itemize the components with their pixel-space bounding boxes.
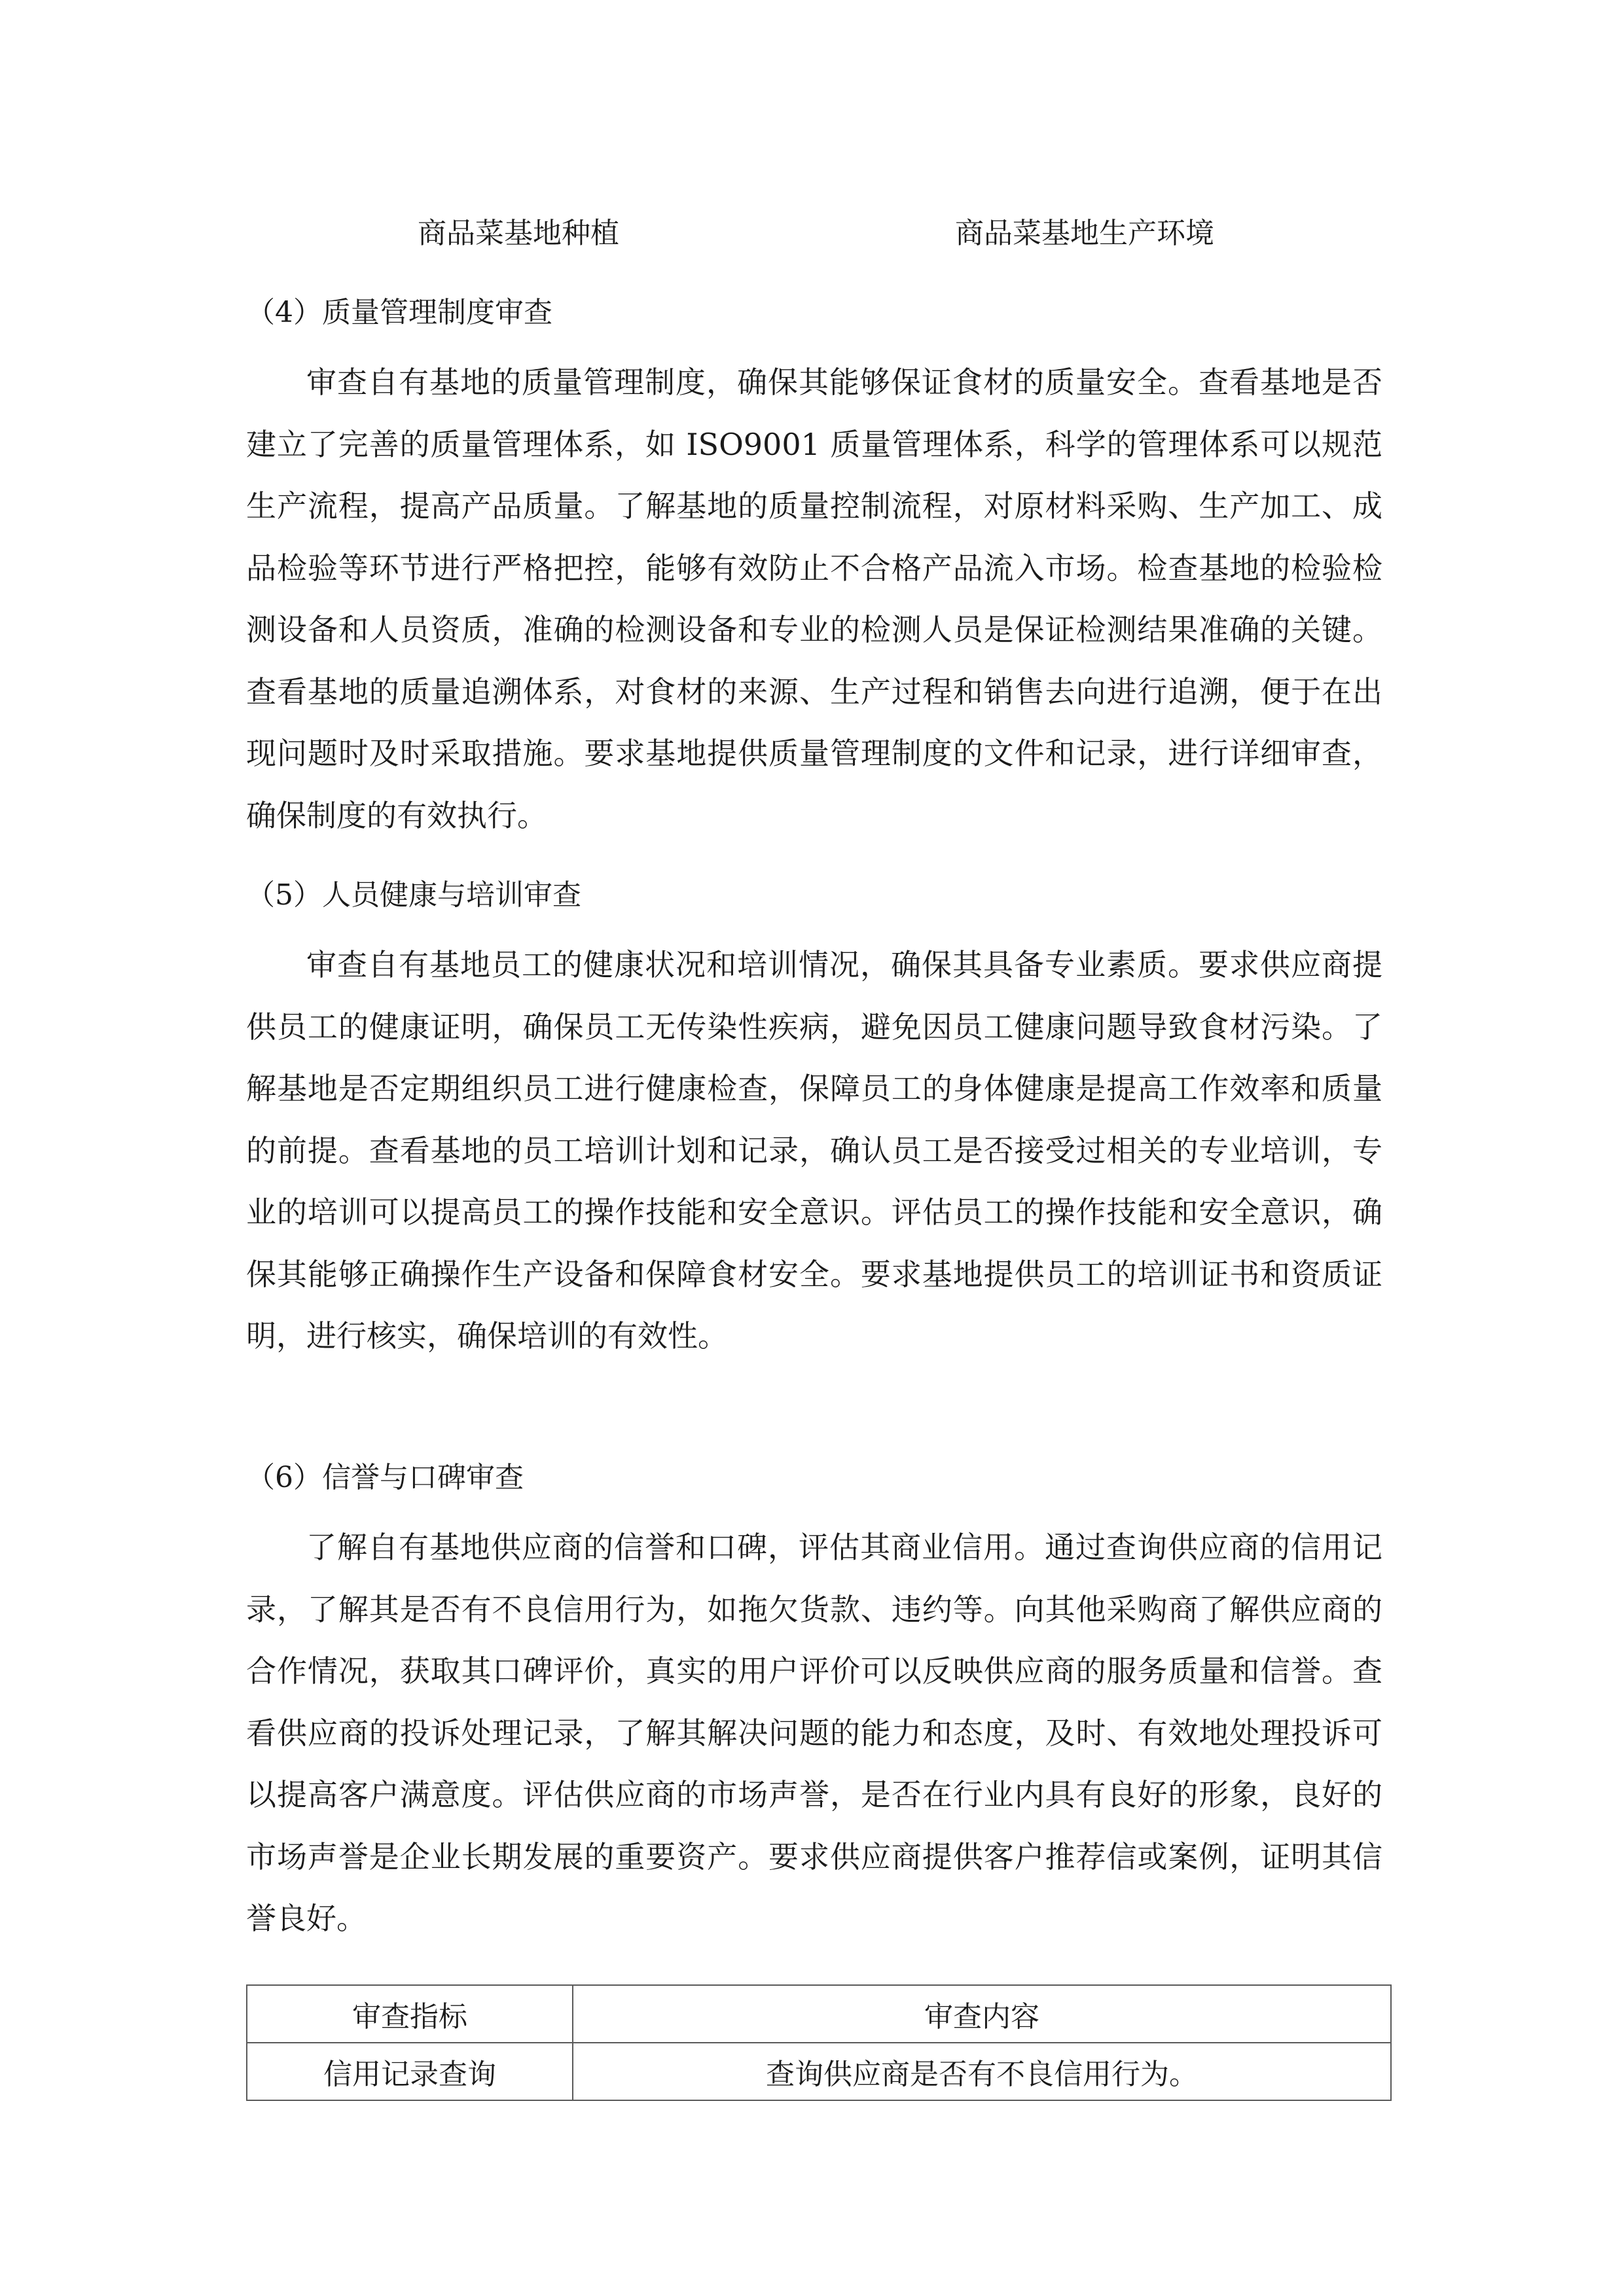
table-header-row — [247, 1985, 1391, 2043]
table-header-content: 审查内容 — [573, 1985, 1391, 2043]
table-cell-content: 查询供应商是否有不良信用行为。 — [573, 2043, 1391, 2100]
section-heading-staff-health-training: （5）人员健康与培训审查 — [246, 878, 581, 912]
section-body-staff-health-training: 审查自有基地员工的健康状况和培训情况，确保其具备专业素质。要求供应商提供员工的健康证明，确保员工无传染性疾病，避免因员工健康问题导致食材污染。了解基地是否定期组织员工进行健康检查，保障员工的身体健康是提高工作效率和质量的前提。查看基地的员工培训计划和记录，确认员工是否接受过相关的专业培训，专业的培训可以提高员工的操作技能和安全意识。评估员工的操作技能和安全意识，确保其能够正确操作生产设备和保障食材安全。要求基地提供员工的培训证书和资质证明，进行核实，确保培训的有效性。 — [246, 947, 1382, 1354]
image-captions — [0, 211, 1624, 257]
caption-vegetable-base-environment: 商品菜基地生产环境 — [955, 217, 1214, 250]
section-body-reputation: 了解自有基地供应商的信誉和口碑，评估其商业信用。通过查询供应商的信用记录，了解其是否有不良信用行为，如拖欠货款、违约等。向其他采购商了解供应商的合作情况，获取其口碑评价，真实的用户评价可以反映供应商的服务质量和信誉。查看供应商的投诉处理记录，了解其解决问题的能力和态度，及时、有效地处理投诉可以提高客户满意度。评估供应商的市场声誉，是否在行业内具有良好的形象，良好的市场声誉是企业长期发展的重要资产。要求供应商提供客户推荐信或案例，证明其信誉良好。 — [246, 1530, 1382, 1936]
section-body-quality-management: 审查自有基地的质量管理制度，确保其能够保证食材的质量安全。查看基地是否建立了完善的质量管理体系，如 ISO9001 质量管理体系，科学的管理体系可以规范生产流程，提高产品质量。了解基地的质量控制流程，对原材料采购、生产加工、成品检验等环节进行严格把控，能够有效防止不合格产品流入市场。检查基地的检验检测设备和人员资质，准确的检测设备和专业的检测人员是保证检测结果准确的关键。查看基地的质量追溯体系，对食材的来源、生产过程和销售去向进行追溯，便于在出现问题时及时采取措施。要求基地提供质量管理制度的文件和记录，进行详细审查，确保制度的有效执行。 — [246, 365, 1382, 833]
review-criteria-table — [246, 1984, 1392, 2101]
section-heading-reputation: （6）信誉与口碑审查 — [246, 1461, 524, 1494]
table-header-criteria: 审查指标 — [247, 1985, 573, 2043]
table-cell-criteria: 信用记录查询 — [247, 2043, 573, 2100]
caption-vegetable-base-planting: 商品菜基地种植 — [418, 217, 619, 250]
table-row — [247, 2043, 1391, 2100]
section-heading-quality-management: （4）质量管理制度审查 — [246, 296, 552, 329]
